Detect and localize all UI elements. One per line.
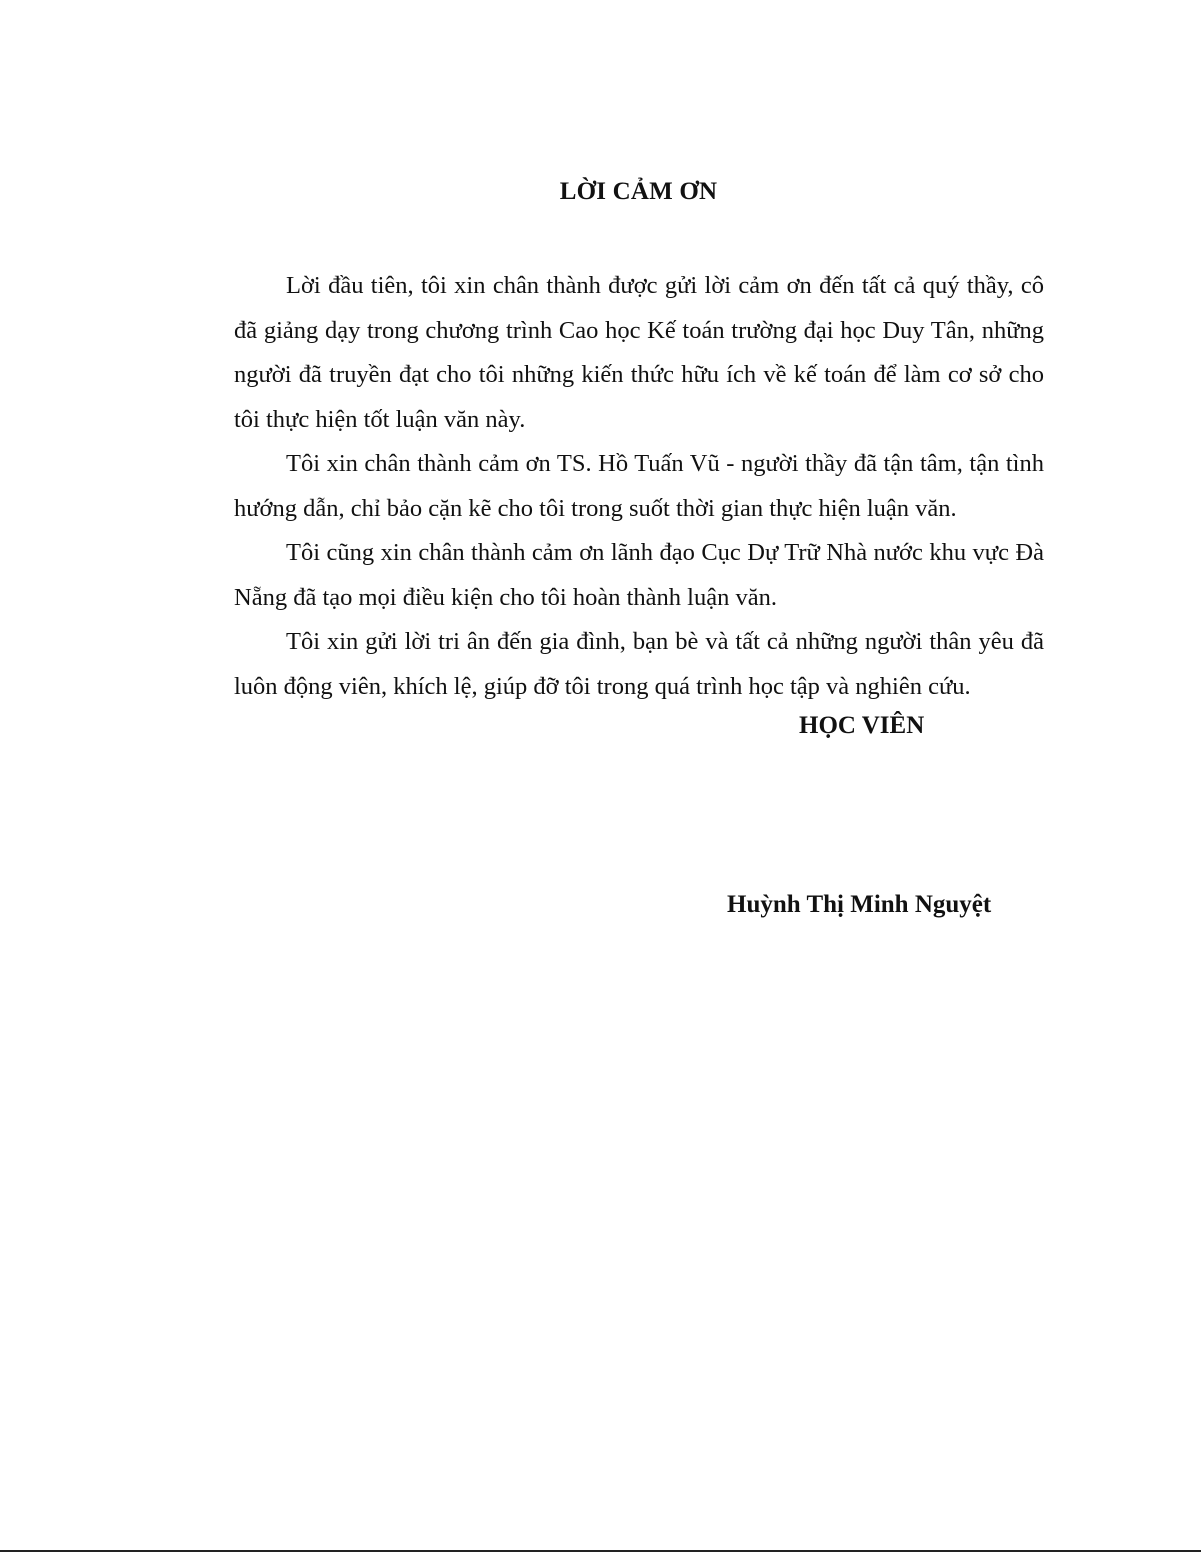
paragraph-3: Tôi cũng xin chân thành cảm ơn lãnh đạo Cục Dự Trữ Nhà nước khu vực Đà Nẵng đã tạo mọi điều kiện cho tôi hoàn thành luận văn. [234, 539, 1044, 611]
bottom-edge-line [0, 1550, 1201, 1552]
acknowledgement-body [234, 264, 1044, 709]
page-title: LỜI CẢM ƠN [559, 178, 718, 205]
paragraph-4: Tôi xin gửi lời tri ân đến gia đình, bạn bè và tất cả những người thân yêu đã luôn động viên, khích lệ, giúp đỡ tôi trong quá trình học tập và nghiên cứu. [234, 628, 1044, 700]
signer-name: Huỳnh Thị Minh Nguyệt [727, 891, 992, 918]
paragraph-2: Tôi xin chân thành cảm ơn TS. Hồ Tuấn Vũ - người thầy đã tận tâm, tận tình hướng dẫn, chỉ bảo cặn kẽ cho tôi trong suốt thời gian thực hiện luận văn. [234, 450, 1044, 522]
paragraph-1: Lời đầu tiên, tôi xin chân thành được gửi lời cảm ơn đến tất cả quý thầy, cô đã giảng dạy trong chương trình Cao học Kế toán trường đại học Duy Tân, những người đã truyền đạt cho tôi những kiến thức hữu ích về kế toán để làm cơ sở cho tôi thực hiện tốt luận văn này. [234, 272, 1044, 433]
signer-role: HỌC VIÊN [799, 712, 925, 739]
